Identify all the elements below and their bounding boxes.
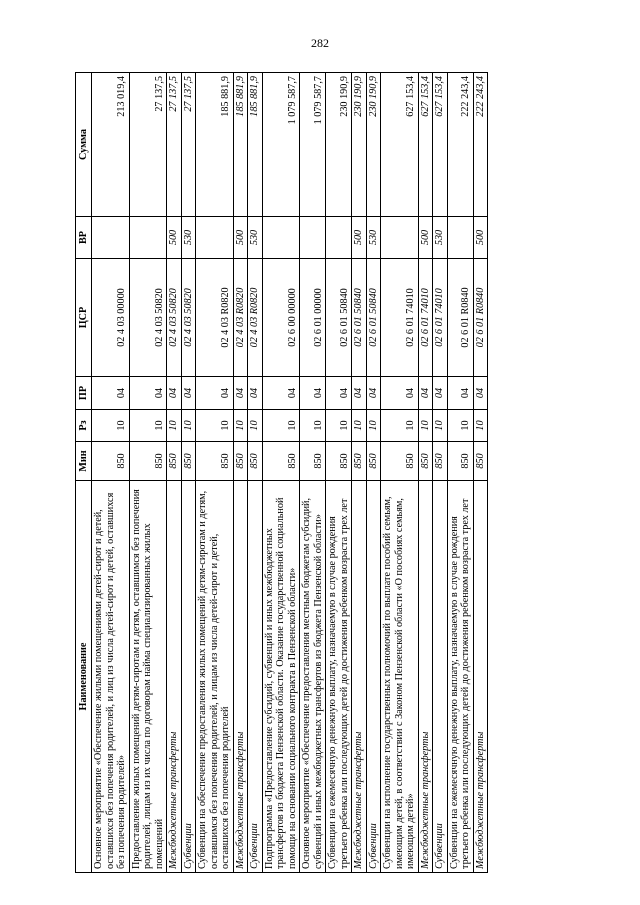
cell-pr: 04 bbox=[233, 377, 248, 410]
cell-rz: 10 bbox=[366, 410, 381, 442]
table-row bbox=[381, 73, 419, 873]
cell-pr: 04 bbox=[433, 377, 448, 410]
cell-vr bbox=[326, 217, 352, 259]
cell-sum: 185 881,9 bbox=[248, 73, 263, 217]
cell-rz: 10 bbox=[196, 410, 234, 442]
header-sum: Сумма bbox=[76, 73, 92, 217]
cell-vr: 500 bbox=[473, 217, 488, 259]
cell-vr bbox=[262, 217, 300, 259]
header-name: Наименование bbox=[76, 481, 92, 873]
cell-sum: 27 137,5 bbox=[167, 73, 182, 217]
cell-sum: 627 153,4 bbox=[381, 73, 419, 217]
cell-vr: 500 bbox=[352, 217, 367, 259]
cell-name: Субвенции bbox=[181, 481, 196, 873]
cell-pr: 04 bbox=[129, 377, 167, 410]
cell-name: Предоставление жилых помещений детям-сиротам и детям, оставшимся без попечения родителей, лицам из их числа по договорам найма специализированных жилых помещений bbox=[129, 481, 167, 873]
cell-pr: 04 bbox=[352, 377, 367, 410]
cell-sum: 627 153,4 bbox=[433, 73, 448, 217]
cell-min: 850 bbox=[300, 442, 326, 481]
cell-min: 850 bbox=[196, 442, 234, 481]
cell-csr: 02 4 03 R0820 bbox=[248, 259, 263, 377]
cell-pr: 04 bbox=[447, 377, 473, 410]
cell-rz: 10 bbox=[352, 410, 367, 442]
cell-sum: 27 137,5 bbox=[129, 73, 167, 217]
cell-csr: 02 6 01 50840 bbox=[366, 259, 381, 377]
cell-vr: 500 bbox=[418, 217, 433, 259]
cell-vr: 530 bbox=[433, 217, 448, 259]
cell-csr: 02 4 03 50820 bbox=[167, 259, 182, 377]
cell-vr bbox=[196, 217, 234, 259]
cell-pr: 04 bbox=[262, 377, 300, 410]
table-row bbox=[129, 73, 167, 873]
table-row bbox=[248, 73, 263, 873]
table-row bbox=[233, 73, 248, 873]
cell-sum: 222 243,4 bbox=[447, 73, 473, 217]
cell-csr: 02 4 03 50820 bbox=[129, 259, 167, 377]
cell-sum: 1 079 587,7 bbox=[300, 73, 326, 217]
table-row bbox=[352, 73, 367, 873]
cell-rz: 10 bbox=[233, 410, 248, 442]
rotated-table-container bbox=[75, 73, 595, 873]
cell-min: 850 bbox=[262, 442, 300, 481]
table-row bbox=[418, 73, 433, 873]
cell-csr: 02 6 00 00000 bbox=[262, 259, 300, 377]
header-rz: Рз bbox=[76, 410, 92, 442]
cell-vr bbox=[300, 217, 326, 259]
cell-rz: 10 bbox=[167, 410, 182, 442]
cell-csr: 02 6 01 R0840 bbox=[447, 259, 473, 377]
cell-name: Субвенции на обеспечение предоставления жилых помещений детям-сиротам и детям, оставшимся без попечения родителей, и лицам из числа детей-сирот и детей, оставшихся без попечения родителей bbox=[196, 481, 234, 873]
cell-name: Субвенции bbox=[248, 481, 263, 873]
cell-name: Основное мероприятие «Обеспечение жилыми помещениями детей-сирот и детей, оставшихся без попечения родителей, и лиц из числа детей-сирот и детей, оставшихся без попечения родителей» bbox=[92, 481, 130, 873]
cell-name: Подпрограмма «Предоставление субсидий, субвенций и иных межбюджетных трансфертов из бюджета Пензенской области. Оказание государственной социальной помощи на основании социального контракта в Пензенской области» bbox=[262, 481, 300, 873]
cell-name: Межбюджетные трансферты bbox=[352, 481, 367, 873]
cell-vr: 530 bbox=[366, 217, 381, 259]
cell-csr: 02 4 03 R0820 bbox=[233, 259, 248, 377]
cell-sum: 1 079 587,7 bbox=[262, 73, 300, 217]
table-row bbox=[473, 73, 488, 873]
cell-pr: 04 bbox=[196, 377, 234, 410]
header-pr: ПР bbox=[76, 377, 92, 410]
cell-min: 850 bbox=[418, 442, 433, 481]
cell-name: Основное мероприятие «Обеспечение предоставления местным бюджетам субсидий, субвенций и иных межбюджетных трансфертов из бюджета Пензенской области» bbox=[300, 481, 326, 873]
table-row bbox=[196, 73, 234, 873]
cell-rz: 10 bbox=[433, 410, 448, 442]
cell-rz: 10 bbox=[418, 410, 433, 442]
cell-rz: 10 bbox=[92, 410, 130, 442]
cell-pr: 04 bbox=[418, 377, 433, 410]
cell-min: 850 bbox=[473, 442, 488, 481]
cell-sum: 213 019,4 bbox=[92, 73, 130, 217]
cell-pr: 04 bbox=[248, 377, 263, 410]
cell-vr: 500 bbox=[167, 217, 182, 259]
cell-min: 850 bbox=[433, 442, 448, 481]
cell-pr: 04 bbox=[167, 377, 182, 410]
cell-sum: 230 190,9 bbox=[366, 73, 381, 217]
cell-csr: 02 6 01 50840 bbox=[352, 259, 367, 377]
cell-min: 850 bbox=[92, 442, 130, 481]
cell-sum: 185 881,9 bbox=[233, 73, 248, 217]
cell-name: Межбюджетные трансферты bbox=[167, 481, 182, 873]
table-row bbox=[300, 73, 326, 873]
cell-csr: 02 6 01 74010 bbox=[418, 259, 433, 377]
header-csr: ЦСР bbox=[76, 259, 92, 377]
cell-name: Межбюджетные трансферты bbox=[233, 481, 248, 873]
cell-csr: 02 6 01 00000 bbox=[300, 259, 326, 377]
cell-name: Межбюджетные трансферты bbox=[473, 481, 488, 873]
cell-sum: 27 137,5 bbox=[181, 73, 196, 217]
cell-min: 850 bbox=[381, 442, 419, 481]
cell-rz: 10 bbox=[262, 410, 300, 442]
cell-rz: 10 bbox=[300, 410, 326, 442]
cell-csr: 02 4 03 R0820 bbox=[196, 259, 234, 377]
cell-sum: 185 881,9 bbox=[196, 73, 234, 217]
cell-csr: 02 6 01 74010 bbox=[381, 259, 419, 377]
cell-sum: 627 153,4 bbox=[418, 73, 433, 217]
cell-min: 850 bbox=[352, 442, 367, 481]
table-row bbox=[167, 73, 182, 873]
table-row bbox=[366, 73, 381, 873]
cell-pr: 04 bbox=[326, 377, 352, 410]
cell-vr: 500 bbox=[233, 217, 248, 259]
cell-pr: 04 bbox=[473, 377, 488, 410]
cell-csr: 02 6 01 R0840 bbox=[473, 259, 488, 377]
cell-min: 850 bbox=[326, 442, 352, 481]
cell-min: 850 bbox=[181, 442, 196, 481]
cell-rz: 10 bbox=[473, 410, 488, 442]
cell-csr: 02 6 01 50840 bbox=[326, 259, 352, 377]
cell-vr: 530 bbox=[181, 217, 196, 259]
page-number: 282 bbox=[311, 36, 329, 50]
table-row bbox=[326, 73, 352, 873]
table-row bbox=[433, 73, 448, 873]
cell-pr: 04 bbox=[381, 377, 419, 410]
table-row bbox=[181, 73, 196, 873]
cell-name: Субвенции bbox=[433, 481, 448, 873]
cell-min: 850 bbox=[248, 442, 263, 481]
cell-vr bbox=[129, 217, 167, 259]
cell-min: 850 bbox=[129, 442, 167, 481]
cell-pr: 04 bbox=[366, 377, 381, 410]
cell-sum: 230 190,9 bbox=[326, 73, 352, 217]
header-min: Мин bbox=[76, 442, 92, 481]
table-row bbox=[447, 73, 473, 873]
cell-vr bbox=[447, 217, 473, 259]
table-row bbox=[262, 73, 300, 873]
cell-name: Субвенции на ежемесячную денежную выплату, назначаемую в случае рождения третьего ребенка или последующих детей до достижения ребенком возраста трех лет bbox=[447, 481, 473, 873]
table-header-row bbox=[76, 73, 92, 873]
cell-rz: 10 bbox=[181, 410, 196, 442]
cell-csr: 02 4 03 00000 bbox=[92, 259, 130, 377]
cell-name: Субвенции bbox=[366, 481, 381, 873]
cell-rz: 10 bbox=[326, 410, 352, 442]
cell-pr: 04 bbox=[300, 377, 326, 410]
table-row bbox=[92, 73, 130, 873]
cell-pr: 04 bbox=[92, 377, 130, 410]
header-vr: ВР bbox=[76, 217, 92, 259]
cell-name: Субвенции на ежемесячную денежную выплату, назначаемую в случае рождения третьего ребенка или последующих детей до достижения ребенком возраста трех лет bbox=[326, 481, 352, 873]
cell-name: Межбюджетные трансферты bbox=[418, 481, 433, 873]
cell-csr: 02 4 03 50820 bbox=[181, 259, 196, 377]
cell-sum: 222 243,4 bbox=[473, 73, 488, 217]
cell-min: 850 bbox=[447, 442, 473, 481]
budget-table bbox=[75, 72, 488, 873]
cell-pr: 04 bbox=[181, 377, 196, 410]
cell-rz: 10 bbox=[447, 410, 473, 442]
cell-vr: 530 bbox=[248, 217, 263, 259]
cell-min: 850 bbox=[366, 442, 381, 481]
cell-min: 850 bbox=[233, 442, 248, 481]
cell-csr: 02 6 01 74010 bbox=[433, 259, 448, 377]
table-body bbox=[92, 73, 488, 873]
cell-rz: 10 bbox=[381, 410, 419, 442]
cell-rz: 10 bbox=[129, 410, 167, 442]
cell-name: Субвенции на исполнение государственных полномочий по выплате пособий семьям, имеющим детей, в соответствии с Законом Пензенской области «О пособиях семьям, имеющим детей» bbox=[381, 481, 419, 873]
cell-vr bbox=[381, 217, 419, 259]
cell-min: 850 bbox=[167, 442, 182, 481]
cell-vr bbox=[92, 217, 130, 259]
cell-rz: 10 bbox=[248, 410, 263, 442]
cell-sum: 230 190,9 bbox=[352, 73, 367, 217]
